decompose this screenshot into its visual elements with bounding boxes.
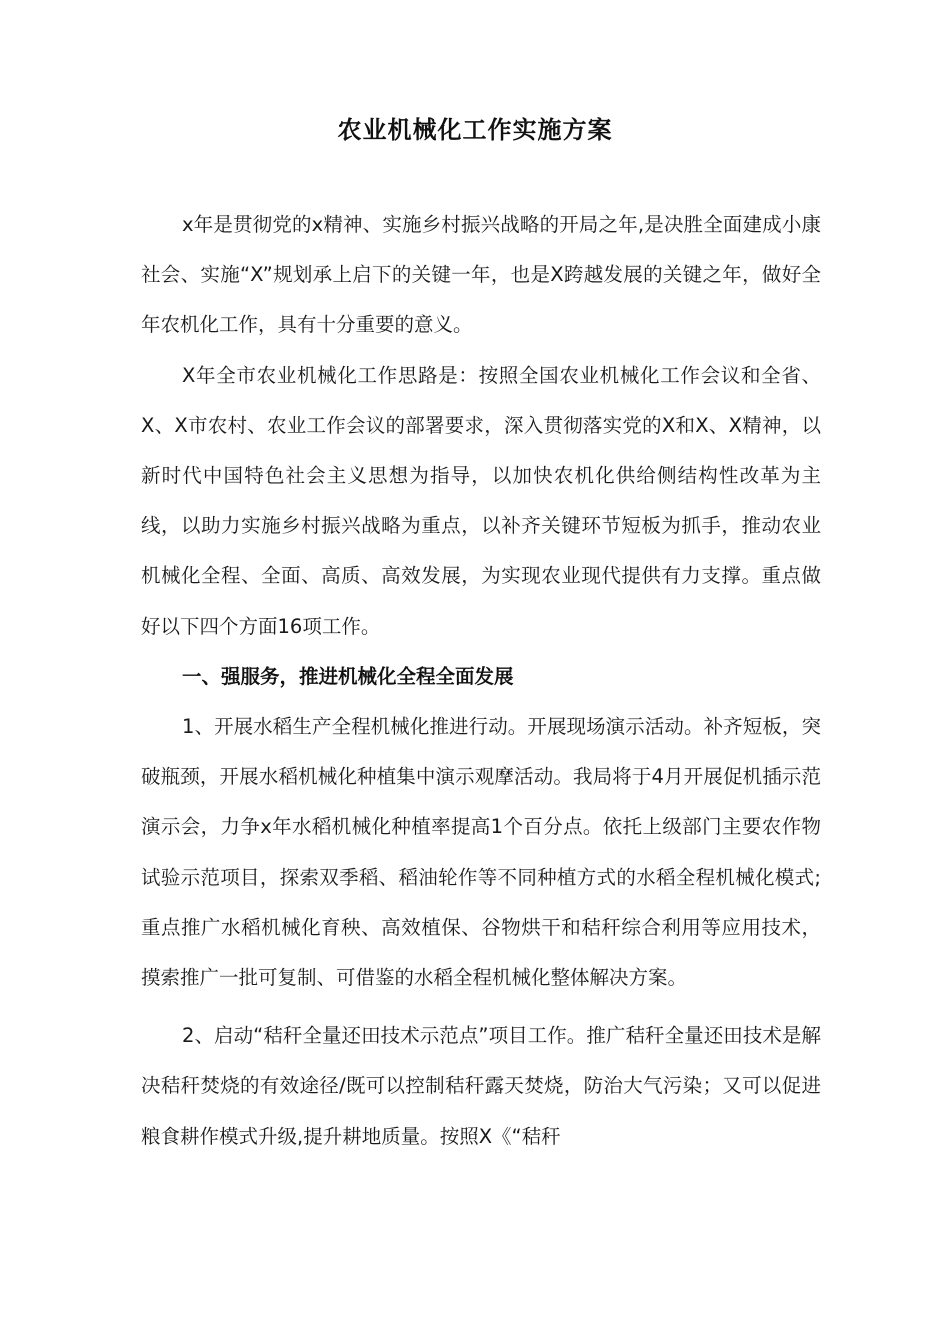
document-title: 农业机械化工作实施方案 [337, 116, 613, 144]
section-heading: 一、强服务，推进机械化全程全面发展 [182, 664, 514, 688]
item-2-paragraph: 2、启动“秸秆全量还田技术示范点”项目工作。推广秸秆全量还田技术是解决秸秆焚烧的有效途径/既可以控制秸秆露天焚烧，防治大气污染；又可以促进粮食耕作模式升级,提升耕地质量。按照X《“秸秆 [141, 1024, 821, 1148]
item-1-paragraph: 1、开展水稻生产全程机械化推进行动。开展现场演示活动。补齐短板，突破瓶颈，开展水稻机械化种植集中演示观摩活动。我局将于4月开展促机插示范演示会，力争x年水稻机械化种植率提高1个百分点。依托上级部门主要农作物试验示范项目，探索双季稻、稻油轮作等不同种植方式的水稻全程机械化模式;重点推广水稻机械化育秧、高效植保、谷物烘干和秸秆综合利用等应用技术，摸索推广一批可复制、可借鉴的水稻全程机械化整体解决方案。 [141, 715, 821, 990]
work-approach-paragraph: X年全市农业机械化工作思路是：按照全国农业机械化工作会议和全省、X、X市农村、农业工作会议的部署要求，深入贯彻落实党的X和X、X精神，以新时代中国特色社会主义思想为指导，以加快农机化供给侧结构性改革为主线，以助力实施乡村振兴战略为重点，以补齐关键环节短板为抓手，推动农业机械化全程、全面、高质、高效发展，为实现农业现代提供有力支撑。重点做好以下四个方面16项工作。 [141, 363, 821, 638]
document-body [141, 200, 821, 1162]
paragraph-gap [141, 1003, 821, 1011]
intro-paragraph: x年是贯彻党的x精神、实施乡村振兴战略的开局之年,是决胜全面建成小康社会、实施“X”规划承上启下的关键一年，也是X跨越发展的关键之年，做好全年农机化工作，具有十分重要的意义。 [141, 213, 821, 337]
